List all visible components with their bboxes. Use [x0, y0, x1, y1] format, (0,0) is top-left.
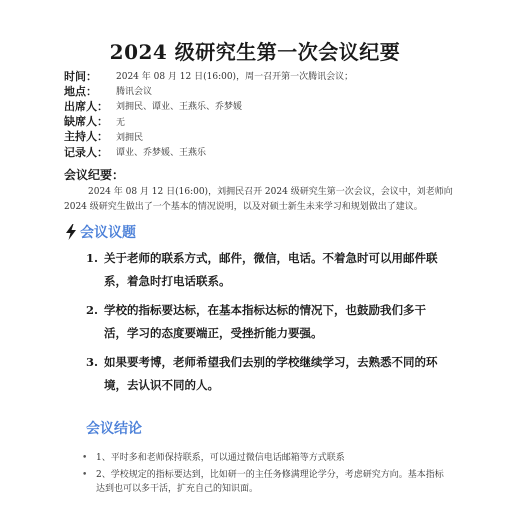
meta-value: 腾讯会议 — [116, 87, 153, 98]
topics-list — [86, 247, 446, 403]
document-title: 2024 级研究生第一次会议纪要 — [109, 40, 401, 64]
meta-row-recorder — [64, 144, 484, 159]
meta-row-host — [64, 129, 484, 144]
topic-number: 3. — [86, 355, 99, 369]
meta-value: 无 — [116, 117, 126, 128]
meta-value: 刘拥民、谭业、王燕乐、乔梦媛 — [116, 102, 243, 113]
meta-row-time — [64, 68, 484, 83]
meta-label: 地点： — [64, 84, 97, 98]
meta-value: 2024 年 08 月 12 日(16:00)，周一召开第一次腾讯会议； — [116, 72, 354, 83]
list-item — [82, 451, 452, 465]
topic-number: 1. — [86, 251, 99, 265]
list-item — [86, 247, 446, 293]
lightning-bolt-icon — [64, 224, 78, 240]
summary-heading: 会议纪要： — [64, 168, 125, 182]
list-item — [86, 299, 446, 345]
meta-label: 时间： — [64, 69, 97, 83]
topic-text: 关于老师的联系方式，邮件，微信，电话。不着急时可以用邮件联系，着急时打电话联系。 — [104, 251, 438, 288]
topic-text: 如果要考博，老师希望我们去别的学校继续学习，去熟悉不同的环境，去认识不同的人。 — [104, 355, 438, 392]
meeting-info — [64, 68, 484, 159]
bullet-icon: • — [82, 453, 88, 463]
meta-label: 主持人： — [64, 130, 108, 144]
conclusions-list — [82, 451, 452, 499]
meta-value: 谭业、乔梦媛、王燕乐 — [116, 148, 207, 159]
meta-value: 刘拥民 — [116, 132, 144, 143]
topics-heading-text: 会议议题 — [80, 225, 136, 241]
summary-paragraph: 2024 年 08 月 12 日(16:00)，刘拥民召开 2024 级研究生第一次会议，会议中，刘老师向 2024 级研究生做出了一个基本的情况说明，以及对硕士新生未来学习和规划做出了建议。 — [64, 187, 453, 212]
meta-row-location — [64, 83, 484, 98]
topic-text: 学校的指标要达标，在基本指标达标的情况下，也鼓励我们多干活，学习的态度要端正，受挫折能力要强。 — [104, 303, 426, 340]
bullet-icon: • — [82, 470, 88, 480]
meta-row-attendees — [64, 98, 484, 113]
topic-number: 2. — [86, 303, 99, 317]
conclusion-heading: 会议结论 — [86, 421, 142, 437]
list-item — [86, 351, 446, 397]
meta-label: 记录人： — [64, 145, 108, 159]
meta-row-absent — [64, 114, 484, 129]
conclusion-text: 1、平时多和老师保持联系，可以通过微信电话邮箱等方式联系 — [96, 453, 345, 463]
list-item — [82, 468, 452, 496]
conclusion-text: 2、学校规定的指标要达到，比如研一的主任务修满理论学分，考虑研究方向。基本指标达到也可以多干活，扩充自己的知识面。 — [96, 470, 444, 494]
meta-label: 缺席人： — [64, 115, 108, 129]
topics-heading — [64, 222, 136, 242]
meta-label: 出席人： — [64, 99, 108, 113]
